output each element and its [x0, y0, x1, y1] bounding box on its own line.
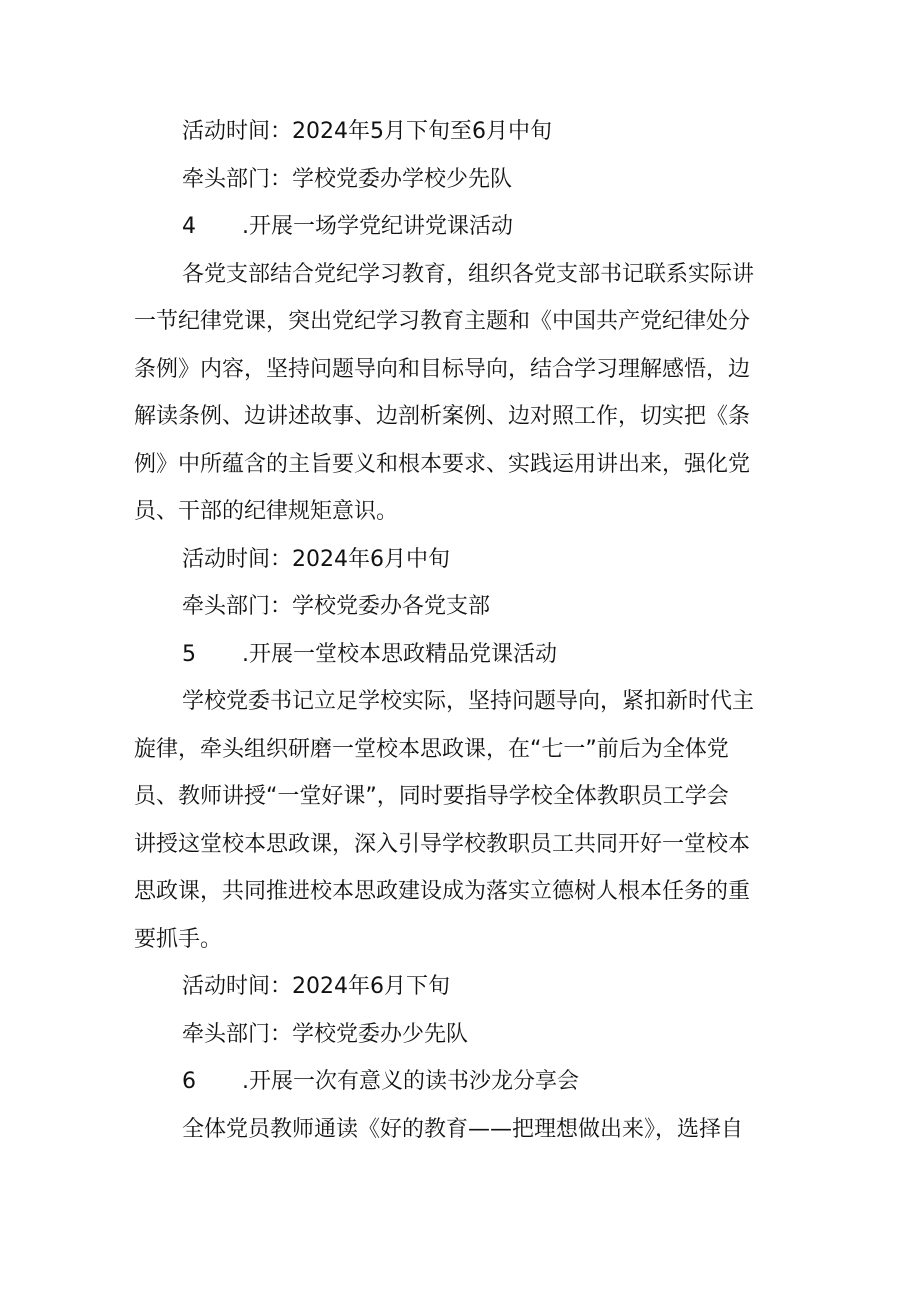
lead-department-line: 牵头部门：学校党委办学校少先队	[182, 166, 513, 192]
section-title: .开展一堂校本思政精品党课活动	[242, 641, 557, 667]
section-number: 4	[182, 214, 196, 239]
paragraph-line: 思政课，共同推进校本思政建设成为落实立德树人根本任务的重	[134, 879, 751, 904]
paragraph-line: 要抓手。	[134, 926, 223, 952]
section-heading-6	[134, 1058, 790, 1106]
document-body	[134, 108, 790, 1153]
section-number: 5	[182, 641, 196, 667]
paragraph-line: 例》中所蕴含的主旨要义和根本要求、实践运用讲出来，强化党	[134, 451, 751, 477]
section-title: .开展一次有意义的读书沙龙分享会	[242, 1069, 579, 1094]
paragraph-line: 旋律，牵头组织研磨一堂校本思政课，在“七一”前后为全体党	[134, 736, 729, 762]
activity-time-line: 活动时间：2024年6月中旬	[182, 546, 450, 572]
section-heading-5	[134, 631, 790, 679]
paragraph-line: 条例》内容，坚持问题导向和目标导向，结合学习理解感悟，边	[134, 356, 751, 382]
paragraph-line: 解读条例、边讲述故事、边剖析案例、边对照工作，切实把《条	[134, 404, 751, 429]
paragraph-line: 学校党委书记立足学校实际，坚持问题导向，紧扣新时代主	[182, 689, 755, 714]
paragraph-line: 一节纪律党课，突出党纪学习教育主题和《中国共产党纪律处分	[134, 309, 751, 334]
paragraph-line: 各党支部结合党纪学习教育，组织各党支部书记联系实际讲	[182, 261, 755, 287]
section-title: .开展一场学党纪讲党课活动	[242, 214, 513, 239]
section-heading-4	[134, 203, 790, 251]
paragraph-line: 员、教师讲授“一堂好课”，同时要指导学校全体教职员工学会	[134, 784, 729, 809]
lead-department-line: 牵头部门：学校党委办少先队	[182, 1021, 469, 1047]
paragraph-line: 全体党员教师通读《好的教育——把理想做出来》，选择自	[182, 1116, 744, 1142]
activity-time-line: 活动时间：2024年5月下旬至6月中旬	[182, 119, 552, 144]
section-number: 6	[182, 1069, 196, 1094]
paragraph-line: 讲授这堂校本思政课，深入引导学校教职员工共同开好一堂校本	[134, 831, 751, 857]
activity-time-line: 活动时间：2024年6月下旬	[182, 974, 450, 999]
lead-department-line: 牵头部门：学校党委办各党支部	[182, 594, 491, 619]
paragraph-line: 员、干部的纪律规矩意识。	[134, 499, 399, 524]
